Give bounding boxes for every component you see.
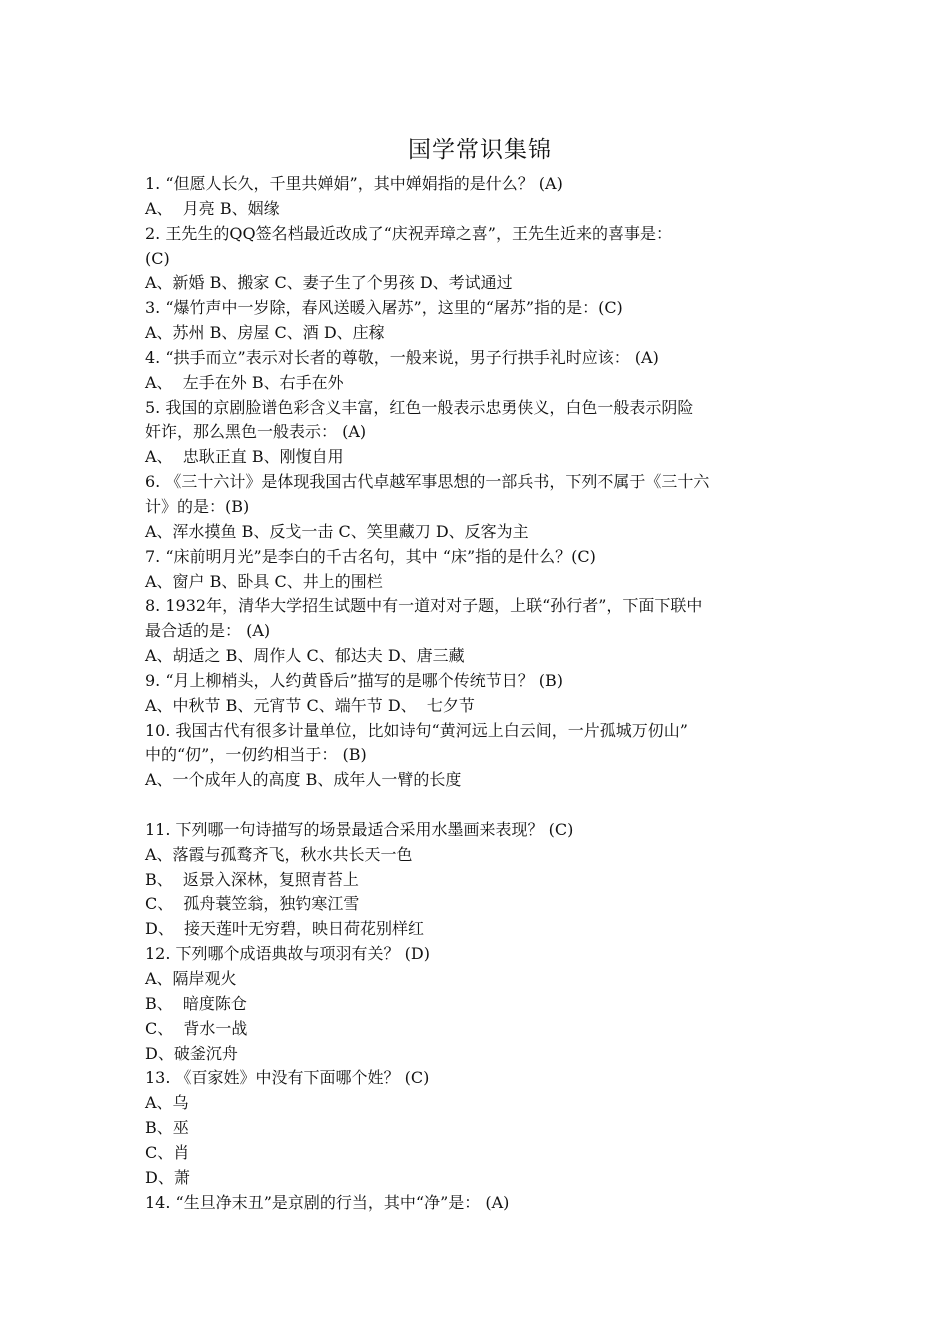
text-line: 1. “但愿人长久，千里共婵娟”，其中婵娟指的是什么？ (A) xyxy=(145,174,563,193)
text-line: A、 左手在外 B、右手在外 xyxy=(145,372,344,392)
text-line: A、 忠耿正直 B、刚愎自用 xyxy=(145,447,344,467)
text-line: A、隔岸观火 xyxy=(145,969,237,988)
text-line: 9. “月上柳梢头，人约黄昏后”描写的是哪个传统节日？ (B) xyxy=(145,670,564,690)
text-line: C、 背水一战 xyxy=(145,1018,248,1038)
text-line: 8. 1932年，清华大学招生试题中有一道对对子题，上联“孙行者”，下面下联中 xyxy=(145,596,703,616)
text-line: 6. 《三十六计》是体现我国古代卓越军事思想的一部兵书，下列不属于《三十六 xyxy=(145,472,710,492)
text-line: 14. “生旦净末丑”是京剧的行当，其中“净”是： (A) xyxy=(145,1192,510,1212)
blank-line xyxy=(145,793,815,818)
text-line: 2. 王先生的QQ签名档最近改成了“庆祝弄璋之喜”，王先生近来的喜事是： xyxy=(145,223,672,243)
text-line: B、巫 xyxy=(145,1118,189,1138)
text-line: (C) xyxy=(145,248,170,268)
text-line: 计》的是：(B) xyxy=(145,496,250,516)
document-body xyxy=(145,172,815,1215)
text-line: 7. “床前明月光”是李白的千古名句，其中 “床”指的是什么？(C) xyxy=(145,546,596,566)
text-line: A、窗户 B、卧具 C、井上的围栏 xyxy=(145,571,383,591)
text-line: 5. 我国的京剧脸谱色彩含义丰富，红色一般表示忠勇侠义，白色一般表示阴险 xyxy=(145,397,694,417)
text-line: 奸诈，那么黑色一般表示： (A) xyxy=(145,422,367,442)
text-line: A、落霞与孤鹜齐飞，秋水共长天一色 xyxy=(145,844,413,864)
text-line: B、 暗度陈仓 xyxy=(145,993,247,1013)
text-line: 13. 《百家姓》中没有下面哪个姓？ (C) xyxy=(145,1068,430,1088)
text-line: A、胡适之 B、周作人 C、郁达夫 D、唐三藏 xyxy=(145,646,465,666)
text-line: A、乌 xyxy=(145,1093,189,1113)
text-line: 3. “爆竹声中一岁除，春风送暖入屠苏”，这里的“屠苏”指的是：(C) xyxy=(145,298,623,318)
text-line: D、破釜沉舟 xyxy=(145,1043,238,1063)
text-line: C、肖 xyxy=(145,1142,190,1162)
text-line: A、一个成年人的高度 B、成年人一臂的长度 xyxy=(145,770,462,790)
text-line: B、 返景入深林，复照青苔上 xyxy=(145,869,359,889)
text-line: D、萧 xyxy=(145,1167,190,1187)
document-title: 国学常识集锦 xyxy=(408,137,552,163)
text-line: A、浑水摸鱼 B、反戈一击 C、笑里藏刀 D、反客为主 xyxy=(145,521,529,541)
text-line: A、 月亮 B、姻缘 xyxy=(145,198,280,218)
text-line: 10. 我国古代有很多计量单位，比如诗句“黄河远上白云间，一片孤城万仞山” xyxy=(145,720,688,740)
text-line: A、新婚 B、搬家 C、妻子生了个男孩 D、考试通过 xyxy=(145,273,513,293)
text-line: A、苏州 B、房屋 C、酒 D、庄稼 xyxy=(145,323,385,343)
text-line: 最合适的是： (A) xyxy=(145,621,271,641)
text-line: C、 孤舟蓑笠翁，独钓寒江雪 xyxy=(145,894,360,914)
text-line: 12. 下列哪个成语典故与项羽有关？ (D) xyxy=(145,944,430,964)
text-line: 4. “拱手而立”表示对长者的尊敬，一般来说，男子行拱手礼时应该： (A) xyxy=(145,347,659,367)
text-line: A、中秋节 B、元宵节 C、端午节 D、 七夕节 xyxy=(145,695,475,715)
text-line: D、 接天莲叶无穷碧，映日荷花别样红 xyxy=(145,919,425,939)
document-page xyxy=(145,130,815,1215)
text-line: 11. 下列哪一句诗描写的场景最适合采用水墨画来表现？ (C) xyxy=(145,819,574,839)
text-line: 中的“仞”，一仞约相当于： (B) xyxy=(145,745,367,765)
